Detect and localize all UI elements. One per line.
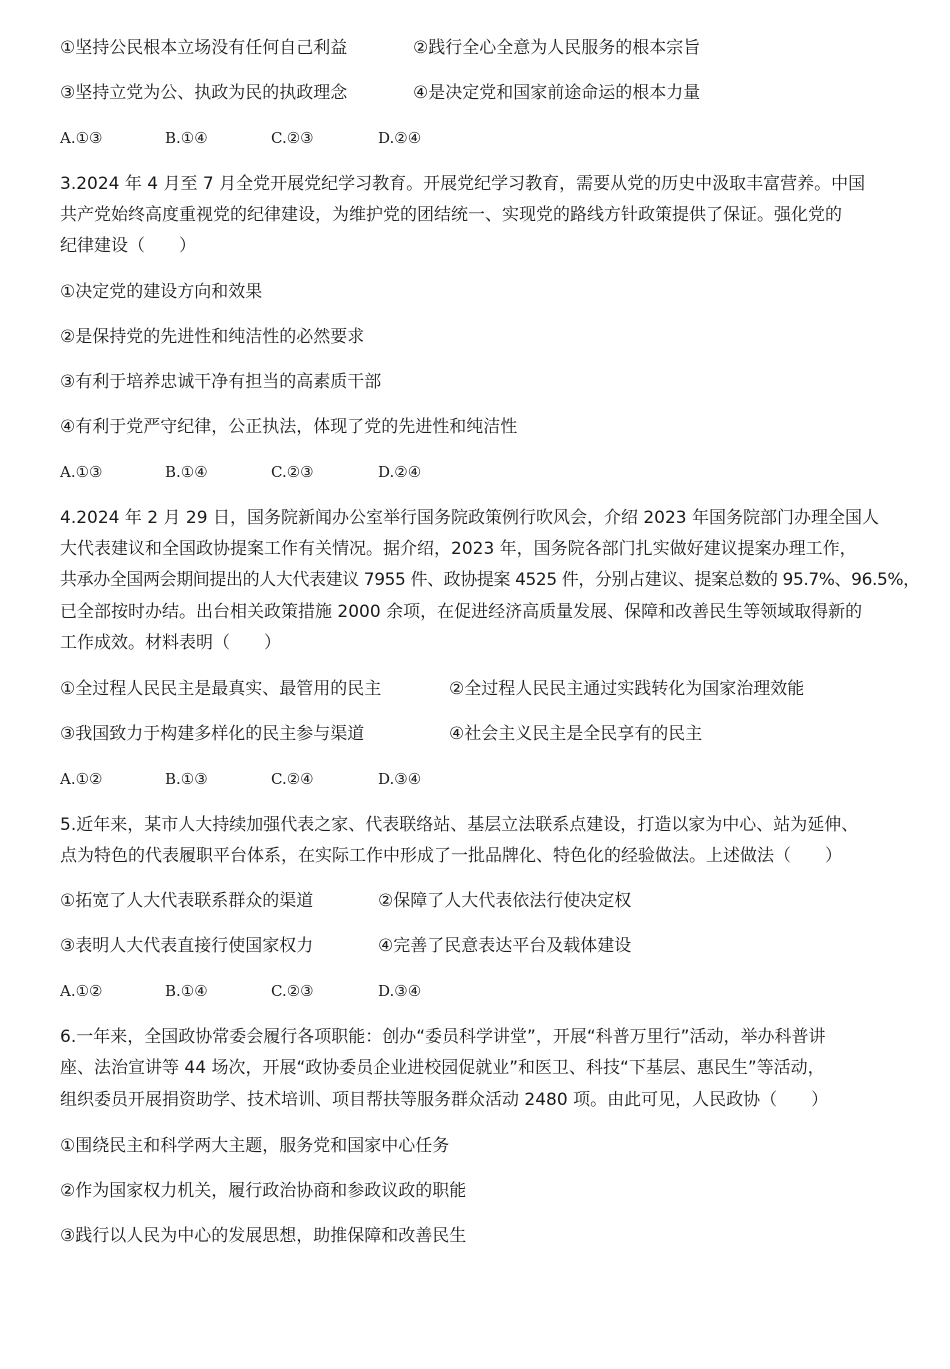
q2-answer-d: D.②④ — [378, 129, 422, 147]
q4-stem-line-1: 4.2024 年 2 月 29 日，国务院新闻办公室举行国务院政策例行吹风会，介绍 2023 年国务院部门办理全国人 — [60, 508, 880, 528]
q3-answer-c: C.②③ — [271, 463, 314, 481]
q5-option-4: ④完善了民意表达平台及载体建设 — [378, 936, 632, 956]
q4-stem-line-5: 工作成效。材料表明（ ） — [60, 633, 281, 653]
q3-option-1: ①决定党的建设方向和效果 — [60, 282, 263, 302]
q5-answer-b: B.①④ — [165, 982, 208, 1000]
q6-option-3: ③践行以人民为中心的发展思想，助推保障和改善民生 — [60, 1226, 467, 1246]
q5-option-2: ②保障了人大代表依法行使决定权 — [378, 891, 632, 911]
q3-option-2: ②是保持党的先进性和纯洁性的必然要求 — [60, 327, 365, 347]
q4-stem-line-2: 大代表建议和全国政协提案工作有关情况。据介绍，2023 年，国务院各部门扎实做好建议提案办理工作， — [60, 539, 857, 559]
q2-answer-a: A.①③ — [60, 129, 103, 147]
q5-option-1: ①拓宽了人大代表联系群众的渠道 — [60, 891, 314, 911]
q2-option-3: ③坚持立党为公、执政为民的执政理念 — [60, 83, 348, 103]
q4-answer-d: D.③④ — [378, 770, 422, 788]
q4-stem-line-4: 已全部按时办结。出台相关政策措施 2000 余项，在促进经济高质量发展、保障和改善民生等领域取得新的 — [60, 602, 863, 622]
q4-option-3: ③我国致力于构建多样化的民主参与渠道 — [60, 724, 365, 744]
q5-answer-d: D.③④ — [378, 982, 422, 1000]
q5-stem-line-1: 5.近年来，某市人大持续加强代表之家、代表联络站、基层立法联系点建设，打造以家为中心、站为延伸、 — [60, 815, 859, 835]
q4-answer-b: B.①③ — [165, 770, 208, 788]
q2-option-4: ④是决定党和国家前途命运的根本力量 — [413, 83, 701, 103]
q3-option-3: ③有利于培养忠诚干净有担当的高素质干部 — [60, 372, 382, 392]
q3-stem-line-2: 共产党始终高度重视党的纪律建设，为维护党的团结统一、实现党的路线方针政策提供了保证。强化党的 — [60, 205, 842, 225]
q3-option-4: ④有利于党严守纪律，公正执法，体现了党的先进性和纯洁性 — [60, 417, 518, 437]
q4-stem-line-3: 共承办全国两会期间提出的人大代表建议 7955 件、政协提案 4525 件，分别占建议、提案总数的 95.7%、96.5%， — [60, 570, 920, 590]
q4-option-4: ④社会主义民主是全民享有的民主 — [449, 724, 703, 744]
q4-answer-c: C.②④ — [271, 770, 314, 788]
q3-stem-line-3: 纪律建设（ ） — [60, 236, 196, 256]
q5-option-3: ③表明人大代表直接行使国家权力 — [60, 936, 314, 956]
q6-stem-line-1: 6.一年来，全国政协常委会履行各项职能：创办“委员科学讲堂”，开展“科普万里行”活动，举办科普讲 — [60, 1027, 826, 1047]
q3-answer-d: D.②④ — [378, 463, 422, 481]
q2-answer-c: C.②③ — [271, 129, 314, 147]
q2-answer-b: B.①④ — [165, 129, 208, 147]
q4-option-2: ②全过程人民民主通过实践转化为国家治理效能 — [449, 679, 805, 699]
q6-stem-line-2: 座、法治宣讲等 44 场次，开展“政协委员企业进校园促就业”和医卫、科技“下基层、惠民生”等活动， — [60, 1058, 825, 1078]
q6-option-2: ②作为国家权力机关，履行政治协商和参政议政的职能 — [60, 1181, 467, 1201]
q6-option-1: ①围绕民主和科学两大主题，服务党和国家中心任务 — [60, 1136, 450, 1156]
q3-stem-line-1: 3.2024 年 4 月至 7 月全党开展党纪学习教育。开展党纪学习教育，需要从党的历史中汲取丰富营养。中国 — [60, 174, 866, 194]
q4-answer-a: A.①② — [60, 770, 103, 788]
q5-answer-c: C.②③ — [271, 982, 314, 1000]
q4-option-1: ①全过程人民民主是最真实、最管用的民主 — [60, 679, 382, 699]
q2-option-1: ①坚持公民根本立场没有任何自己利益 — [60, 38, 348, 58]
q3-answer-a: A.①③ — [60, 463, 103, 481]
q6-stem-line-3: 组织委员开展捐资助学、技术培训、项目帮扶等服务群众活动 2480 项。由此可见，人民政协（ ） — [60, 1090, 829, 1110]
q2-option-2: ②践行全心全意为人民服务的根本宗旨 — [413, 38, 701, 58]
q3-answer-b: B.①④ — [165, 463, 208, 481]
q5-answer-a: A.①② — [60, 982, 103, 1000]
q5-stem-line-2: 点为特色的代表履职平台体系，在实际工作中形成了一批品牌化、特色化的经验做法。上述做法（ ） — [60, 846, 842, 866]
